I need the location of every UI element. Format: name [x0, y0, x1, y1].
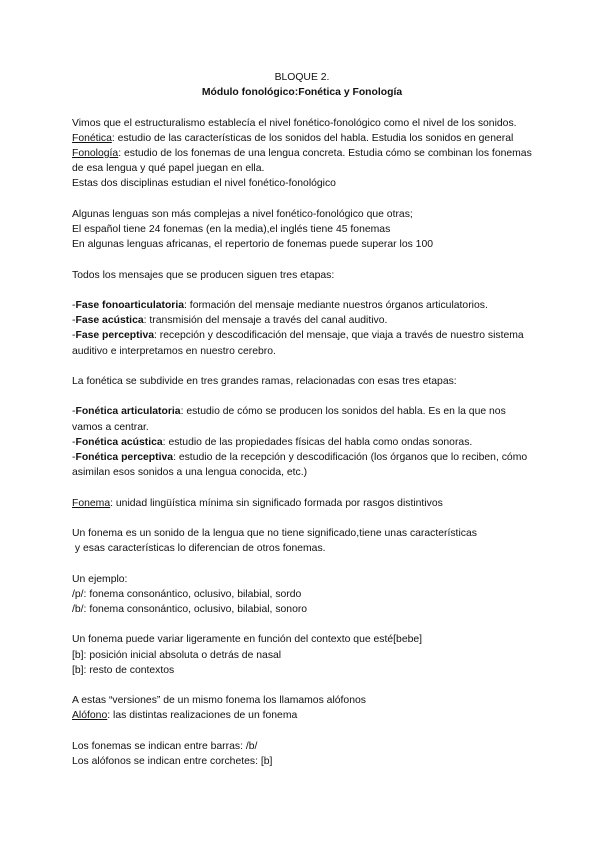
example-p: /p/: fonema consonántico, oclusivo, bilabial, sordo: [72, 588, 302, 600]
branch-item: -Fonética articulatoria: estudio de cómo se producen los sonidos del habla. Es en la que nos vamos a centrar.: [72, 406, 506, 433]
fonetica-term: Fonética: [72, 132, 112, 144]
notation-line: Los alófonos se indican entre corchetes: [b]: [72, 755, 273, 767]
notation-line: Los fonemas se indican entre barras: /b/: [72, 740, 258, 752]
fonema-definition: Fonema: unidad lingüística mínima sin significado formada por rasgos distintivos: [72, 497, 443, 509]
stage-item: -Fase fonoarticulatoria: formación del mensaje mediante nuestros órganos articulatorios.: [72, 299, 488, 311]
stage-item: -Fase perceptiva: recepción y descodificación del mensaje, que viaja a través de nuestro sistema auditivo e interpretamos en nuestro cerebro.: [72, 330, 524, 357]
branches-intro: La fonética se subdivide en tres grandes ramas, relacionadas con esas tres etapas:: [72, 375, 457, 387]
intro-line: Vimos que el estructuralismo establecía el nivel fonético-fonológico como el nivel de los sonidos.: [72, 117, 517, 129]
branch-item: -Fonética acústica: estudio de las propiedades físicas del habla como ondas sonoras.: [72, 436, 473, 448]
fonologia-definition: Fonología: estudio de los fonemas de una lengua concreta. Estudia cómo se combinan los fonemas de esa lengua y qué papel juegan en ella.: [72, 148, 532, 175]
fonema-desc-line: y esas características lo diferencian de otros fonemas.: [72, 543, 326, 555]
complexity-line: Algunas lenguas son más complejas a nivel fonético-fonológico que otras;: [72, 208, 413, 220]
variation-b1: [b]: posición inicial absoluta o detrás de nasal: [72, 649, 282, 661]
alofono-term: Alófono: [72, 710, 108, 722]
branch-item: -Fonética perceptiva: estudio de la recepción y descodificación (los órganos que lo reciben, cómo asimilan esos sonidos a una lengua conocida, etc.): [72, 451, 528, 479]
stages-intro: Todos los mensajes que se producen siguen tres etapas:: [72, 269, 335, 281]
alofono-line: A estas “versiones” de un mismo fonema los llamamos alófonos: [72, 695, 366, 707]
example-b: /b/: fonema consonántico, oclusivo, bilabial, sonoro: [72, 603, 308, 615]
stage-item: -Fase acústica: transmisión del mensaje a través del canal auditivo.: [72, 315, 388, 327]
fonetica-definition: Fonética: estudio de las características de los sonidos del habla. Estudia los sonidos en general: [72, 132, 514, 144]
complexity-line: En algunas lenguas africanas, el repertorio de fonemas puede superar los 100: [72, 239, 434, 251]
fonologia-term: Fonología: [72, 148, 119, 159]
fonema-desc-line: Un fonema es un sonido de la lengua que no tiene significado,tiene unas características: [72, 527, 477, 539]
fonema-term: Fonema: [72, 497, 111, 509]
document-page: [72, 70, 532, 769]
block-heading: BLOQUE 2.: [274, 72, 330, 83]
complexity-line: El español tiene 24 fonemas (en la media),el inglés tiene 45 fonemas: [72, 224, 391, 235]
alofono-definition: Alófono: las distintas realizaciones de un fonema: [72, 710, 298, 722]
page-title: Módulo fonológico:Fonética y Fonología: [201, 87, 403, 99]
both-disciplines-line: Estas dos disciplinas estudian el nivel fonético-fonológico: [72, 178, 336, 190]
example-intro: Un ejemplo:: [72, 573, 128, 585]
variation-intro: Un fonema puede variar ligeramente en función del contexto que esté[bebe]: [72, 634, 423, 646]
variation-b2: [b]: resto de contextos: [72, 664, 175, 676]
